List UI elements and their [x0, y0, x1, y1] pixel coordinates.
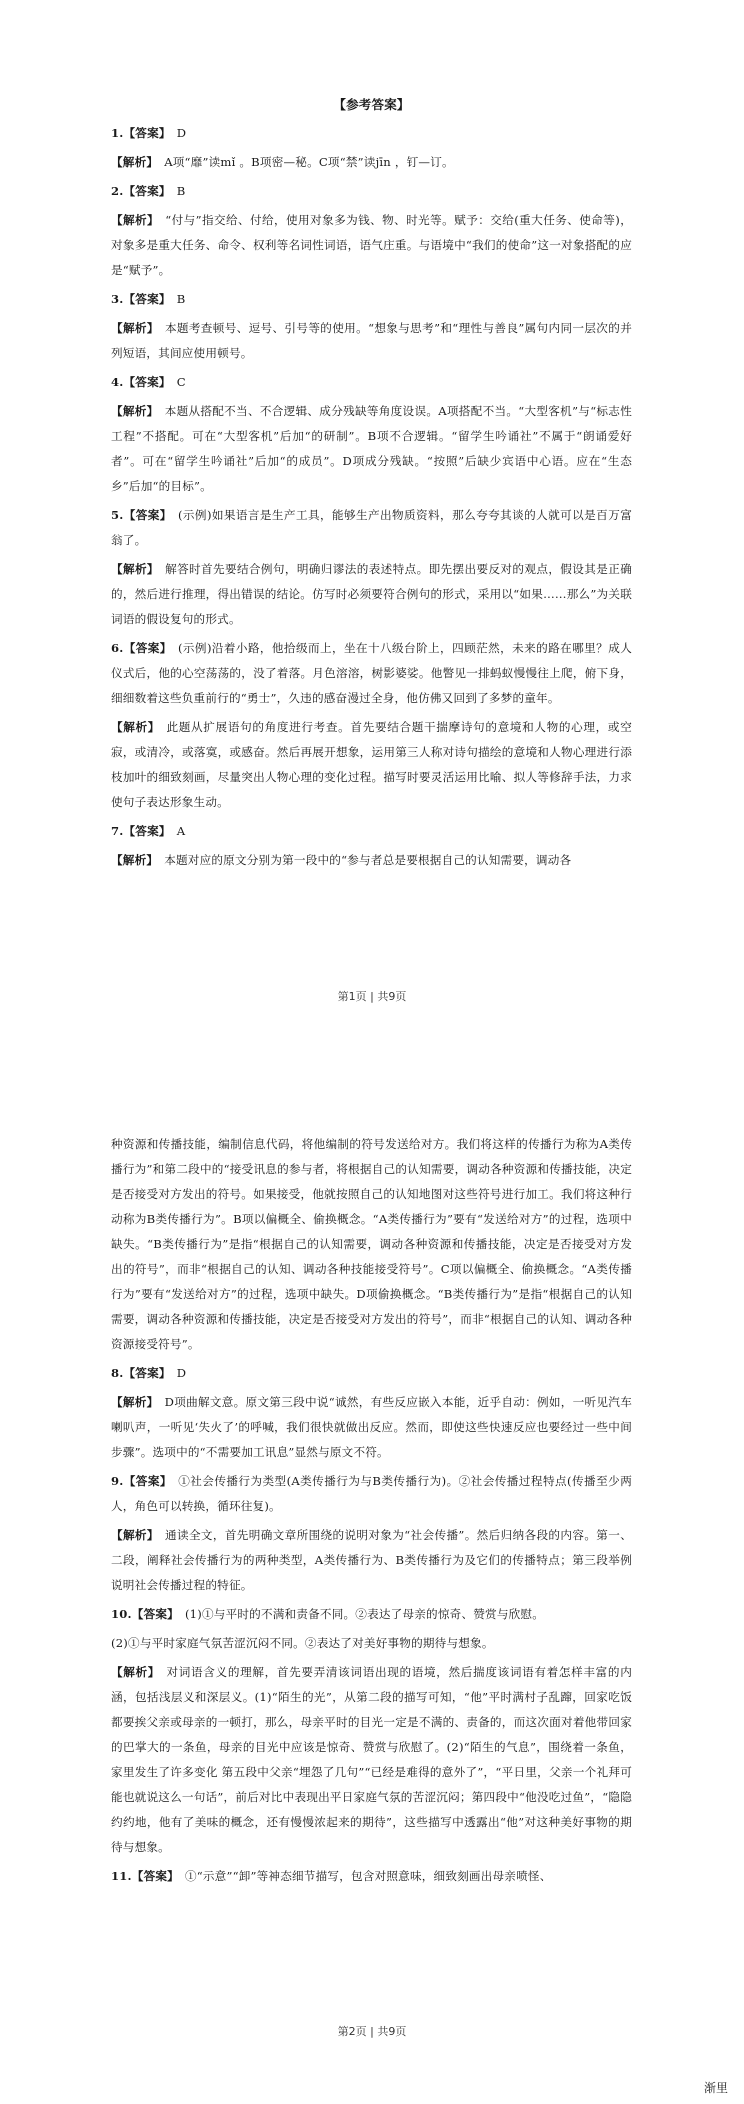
answer-label: 【解析】 — [111, 1528, 154, 1542]
answer-paragraph — [111, 370, 632, 395]
answer-label: 【解析】 — [111, 1395, 153, 1409]
answer-label: 9.【答案】 — [111, 1474, 167, 1488]
answer-label: 【解析】 — [111, 853, 153, 867]
answer-paragraph — [111, 316, 632, 366]
answer-text: B — [176, 184, 186, 198]
answer-label: 【解析】 — [111, 321, 153, 335]
answer-label: 【解析】 — [111, 404, 153, 418]
answer-text: 解答时首先要结合例句，明确归谬法的表述特点。即先摆出要反对的观点，假设其是正确的，然后进行推理，得出错误的结论。仿写时必须要符合例句的形式，采用以“如果……那么”为关联词语的假设复句的形式。 — [111, 562, 632, 626]
page-footer-1: 第1页 | 共9页 — [337, 990, 407, 1003]
answer-paragraph — [111, 1361, 632, 1386]
answer-text: 本题考查顿号、逗号、引号等的使用。“想象与思考”和“理性与善良”属句内同一层次的并列短语，其间应使用顿号。 — [111, 321, 632, 360]
answer-paragraph — [111, 399, 632, 499]
answer-paragraph — [111, 179, 632, 204]
answer-text: A — [176, 824, 186, 838]
answer-paragraph — [111, 715, 632, 815]
page-title: 【参考答案】 — [333, 97, 410, 112]
answer-page-1 — [111, 92, 632, 877]
answer-text: 本题从搭配不当、不合逻辑、成分残缺等角度设误。A项搭配不当。“大型客机”与“标志性工程”不搭配。可在“大型客机”后加“的研制”。B项不合逻辑。“留学生吟诵社”不属于“朗诵爱好者”。可在“留学生吟诵社”后加“的成员”。D项成分残缺。“按照”后缺少宾语中心语。应在“生态乡”后加“的目标”。 — [111, 404, 632, 493]
answer-text: B — [176, 292, 186, 306]
answer-label: 10.【答案】 — [111, 1607, 174, 1621]
answer-label: 【解析】 — [111, 562, 154, 576]
answer-text: ①社会传播行为类型(A类传播行为与B类传播行为)。②社会传播过程特点(传播至少两人，角色可以转换，循环往复)。 — [111, 1474, 632, 1513]
answer-text: 种资源和传播技能，编制信息代码，将他编制的符号发送给对方。我们将这样的传播行为称为A类传播行为”和第二段中的“接受讯息的参与者，将根据自己的认知需要，调动各种资源和传播技能，决定是否接受对方发出的符号。如果接受，他就按照自己的认知地图对这些符号进行加工。我们将这种行动称为B类传播行为”。B项以偏概全、偷换概念。“A类传播行为”要有“发送给对方”的过程，选项中缺失。“B类传播行为”是指“根据自己的认知需要，调动各种资源和传播技能，决定是否接受对方发出的符号”，而非“根据自己的认知、调动各种技能接受符号”。C项以偏概全、偷换概念。“A类传播行为”要有“发送给对方”的过程，选项中缺失。D项偷换概念。“B类传播行为”是指“根据自己的认知需要，调动各种资源和传播技能，决定是否接受对方发出的符号”，而非“根据自己的认知、调动各种资源接受符号”。 — [111, 1137, 632, 1351]
answer-paragraph — [111, 1660, 632, 1860]
answer-label: 1.【答案】 — [111, 126, 165, 140]
answer-text: “付与”指交给、付给，使用对象多为钱、物、时光等。赋予：交给(重大任务、使命等)，对象多是重大任务、命令、权利等名词性词语，语气庄重。与语境中“我们的使命”这一对象搭配的应是“赋予”。 — [111, 213, 632, 277]
answer-label: 【解析】 — [111, 213, 154, 227]
answer-list — [111, 1132, 632, 1889]
answer-page-2 — [111, 1132, 632, 1893]
answer-paragraph — [111, 1469, 632, 1519]
answer-paragraph — [111, 208, 632, 283]
answer-text: (示例)沿着小路，他拾级而上，坐在十八级台阶上，四顾茫然，未来的路在哪里？成人仪式后，他的心空荡荡的，没了着落。月色溶溶，树影婆娑。他瞥见一排蚂蚁慢慢往上爬，俯下身，细细数着这些负重前行的“勇士”，久违的感奋漫过全身，他仿佛又回到了多梦的童年。 — [111, 641, 632, 705]
answer-text: (2)①与平时家庭气氛苦涩沉闷不同。②表达了对美好事物的期待与想象。 — [111, 1636, 494, 1650]
answer-paragraph — [111, 287, 632, 312]
answer-paragraph — [111, 819, 632, 844]
answer-label: 【解析】 — [111, 155, 153, 169]
brand-watermark: 渐里 — [703, 2081, 728, 2095]
answer-label: 11.【答案】 — [111, 1869, 174, 1883]
answer-label: 【解析】 — [111, 720, 155, 734]
answer-text: D — [176, 126, 187, 140]
answer-text: 对词语含义的理解，首先要弄清该词语出现的语境，然后揣度该词语有着怎样丰富的内涵，包括浅层义和深层义。(1)“陌生的光”，从第二段的描写可知，“他”平时满村子乱蹿，回家吃饭都要挨父亲或母亲的一顿打，那么，母亲平时的目光一定是不满的、责备的，而这次面对着他带回家的巴掌大的一条鱼，母亲的目光中应该是惊奇、赞赏与欣慰了。(2)“陌生的气息”，围绕着一条鱼，家里发生了许多变化 第五段中父亲“埋怨了几句”“已经是难得的意外了”，“平日里，父亲一个礼拜可能也就说这么一句话”，前后对比中表现出平日家庭气氛的苦涩沉闷；第四段中“他没吃过鱼”，“隐隐约约地，他有了美味的概念，还有慢慢浓起来的期待”，这些描写中透露出“他”对这种美好事物的期待与想象。 — [111, 1665, 632, 1854]
answer-text: (示例)如果语言是生产工具，能够生产出物质资料，那么夸夸其谈的人就可以是百万富翁了。 — [111, 508, 632, 547]
answer-text: 本题对应的原文分别为第一段中的“参与者总是要根据自己的认知需要，调动各 — [164, 853, 572, 867]
answer-paragraph — [111, 503, 632, 553]
answer-label: 7.【答案】 — [111, 824, 165, 838]
answer-list — [111, 121, 632, 873]
answer-text: 此题从扩展语句的角度进行考查。首先要结合题干揣摩诗句的意境和人物的心理，或空寂，或清冷，或落寞，或感奋。然后再展开想象，运用第三人称对诗句描绘的意境和人物心理进行添枝加叶的细致刻画，尽量突出人物心理的变化过程。描写时要灵活运用比喻、拟人等修辞手法，力求使句子表达形象生动。 — [111, 720, 632, 809]
answer-paragraph — [111, 1390, 632, 1465]
answer-paragraph — [111, 121, 632, 146]
answer-label: 【解析】 — [111, 1665, 155, 1679]
answer-text: C — [176, 375, 186, 389]
answer-paragraph — [111, 557, 632, 632]
answer-paragraph — [111, 1864, 632, 1889]
answer-text: ①“示意”“卸”等神态细节描写，包含对照意味，细致刻画出母亲喷怪、 — [184, 1869, 552, 1883]
answer-text: A项“靡”读mǐ 。B项密—秘。C项“禁”读jīn ，钉—订。 — [164, 155, 454, 169]
answer-label: 2.【答案】 — [111, 184, 165, 198]
answer-paragraph — [111, 1631, 632, 1656]
answer-paragraph — [111, 1523, 632, 1598]
answer-label: 8.【答案】 — [111, 1366, 165, 1380]
answer-label: 4.【答案】 — [111, 375, 165, 389]
answer-paragraph — [111, 1132, 632, 1357]
answer-paragraph — [111, 150, 632, 175]
answer-text: 通读全文，首先明确文章所围绕的说明对象为“社会传播”。然后归纳各段的内容。第一、二段，阐释社会传播行为的两种类型，A类传播行为、B类传播行为及它们的传播特点；第三段举例说明社会传播过程的特征。 — [111, 1528, 633, 1592]
answer-text: D — [176, 1366, 187, 1380]
page-footer-2: 第2页 | 共9页 — [337, 2025, 407, 2038]
answer-text: D项曲解文意。原文第三段中说“诚然，有些反应嵌入本能，近乎自动：例如，一听见汽车喇叭声，一听见‘失火了’的呼喊，我们很快就做出反应。然而，即使这些快速反应也要经过一些中间步骤”。选项中的“不需要加工讯息”显然与原文不符。 — [111, 1395, 632, 1459]
answer-paragraph — [111, 636, 632, 711]
answer-label: 3.【答案】 — [111, 292, 165, 306]
answer-text: (1)①与平时的不满和责备不同。②表达了母亲的惊奇、赞赏与欣慰。 — [184, 1607, 544, 1621]
answer-label: 5.【答案】 — [111, 508, 166, 522]
answer-paragraph — [111, 848, 632, 873]
answer-paragraph — [111, 1602, 632, 1627]
answer-label: 6.【答案】 — [111, 641, 166, 655]
